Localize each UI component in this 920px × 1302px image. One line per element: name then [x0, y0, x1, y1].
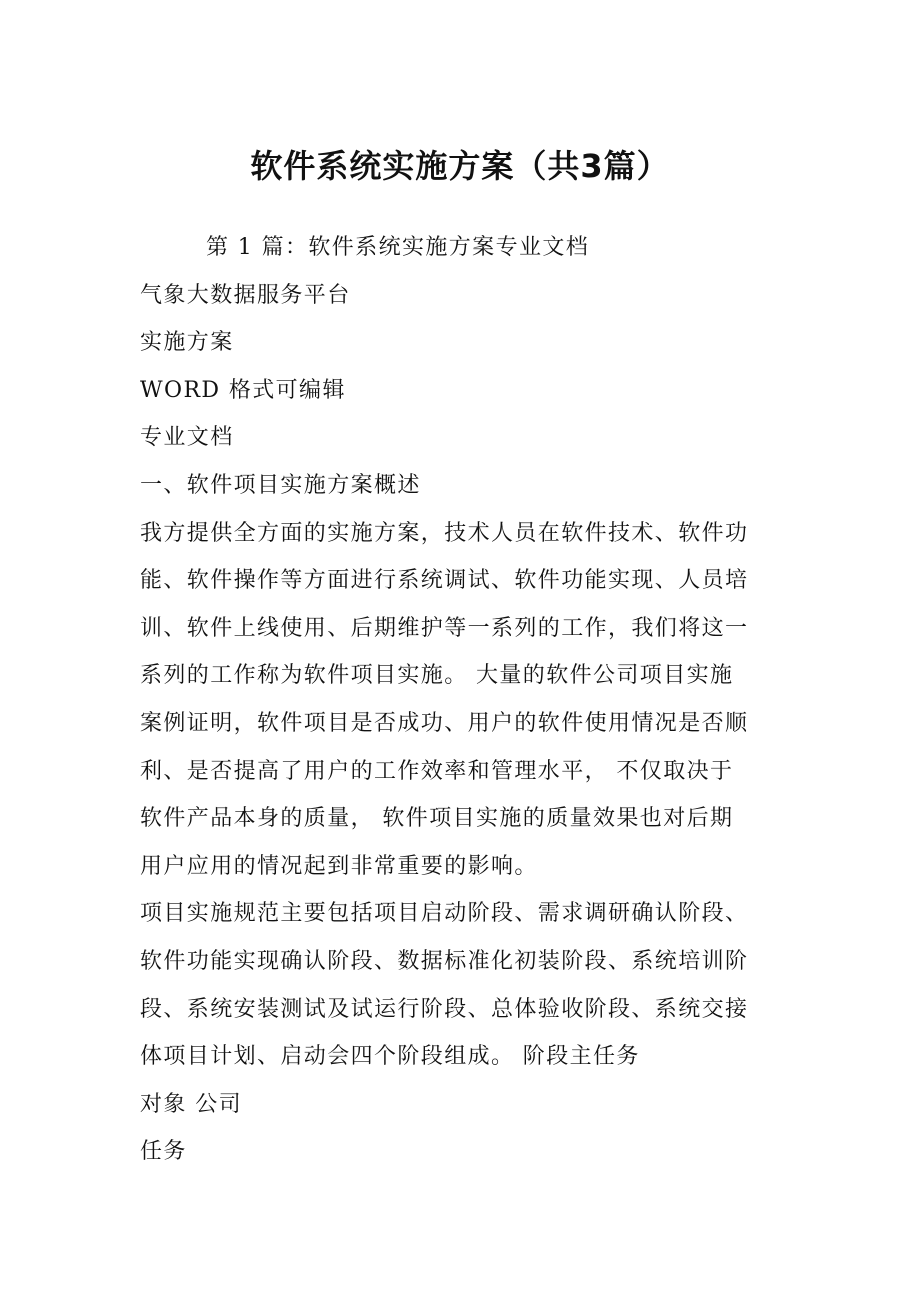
- paragraph-line: 我方提供全方面的实施方案，技术人员在软件技术、软件功: [140, 520, 749, 546]
- paragraph-line: 软件产品本身的质量， 软件项目实施的质量效果也对后期: [140, 806, 734, 832]
- text-line: 实施方案: [140, 330, 234, 356]
- text-line: 对象 公司: [140, 1091, 242, 1117]
- paragraph-line: 利、是否提高了用户的工作效率和管理水平， 不仅取决于: [140, 758, 734, 784]
- paragraph-line: 用户应用的情况起到非常重要的影响。: [140, 853, 538, 879]
- text-line: 任务: [140, 1139, 187, 1165]
- document-title: 软件系统实施方案（共3篇）: [250, 147, 670, 185]
- article-heading: 第 1 篇：软件系统实施方案专业文档: [206, 235, 590, 260]
- text-line: 气象大数据服务平台: [140, 282, 351, 308]
- paragraph-line: 案例证明，软件项目是否成功、用户的软件使用情况是否顺: [140, 710, 749, 736]
- text-line: 专业文档: [140, 425, 234, 451]
- paragraph-line: 体项目计划、启动会四个阶段组成。 阶段主任务: [140, 1044, 640, 1070]
- paragraph-line: 系列的工作称为软件项目实施。 大量的软件公司项目实施: [140, 663, 734, 689]
- paragraph-line: 训、软件上线使用、后期维护等一系列的工作，我们将这一: [140, 615, 749, 641]
- section-heading: 一、软件项目实施方案概述: [140, 472, 421, 498]
- paragraph-line: 项目实施规范主要包括项目启动阶段、需求调研确认阶段、: [140, 901, 749, 927]
- paragraph-line: 能、软件操作等方面进行系统调试、软件功能实现、人员培: [140, 568, 749, 594]
- paragraph-line: 段、系统安装测试及试运行阶段、总体验收阶段、系统交接: [140, 996, 749, 1022]
- document-body: [140, 224, 812, 1176]
- paragraph-line: 软件功能实现确认阶段、数据标准化初装阶段、系统培训阶: [140, 948, 749, 974]
- text-line: WORD 格式可编辑: [140, 377, 346, 403]
